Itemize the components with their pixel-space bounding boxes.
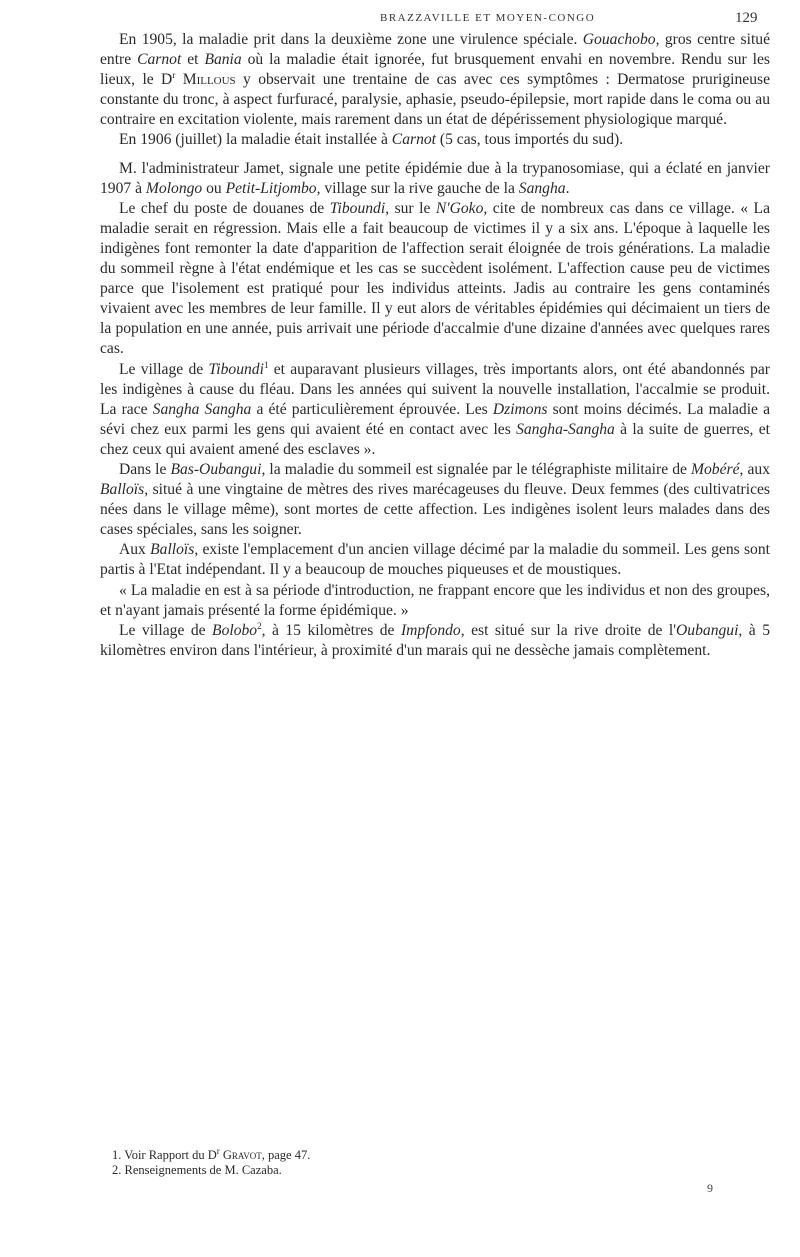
signature-mark: 9 [707, 1181, 713, 1195]
text: et auparavant plusieurs villages, très importants alors, ont été abandonnés par les indigènes à cause du fléau. Dans les années qui suivent la nouvelle installation, l'accalmie se produit. La race [100, 360, 771, 418]
text: Aux [119, 541, 151, 559]
footnote-ref-2: 2 [257, 620, 262, 631]
text: En 1906 (juillet) la maladie était installée à [119, 131, 392, 149]
place-name: Bania [204, 51, 242, 69]
place-name: Balloïs [100, 481, 145, 499]
paragraph-8 [100, 581, 770, 621]
place-name: Bolobo [212, 621, 258, 639]
text: y observait une trentaine de cas avec ces symptômes : Dermatose prurigineuse constante du tronc, à aspect furfuracé, paralysie, aphasie, pseudo-épilepsie, mort rapide dans le coma ou au contraire en excitation violente, mais rarement dans un état de dépérissement physiologique marqué. [100, 71, 771, 129]
place-name: Balloïs [150, 541, 195, 559]
footnote-1 [112, 1145, 712, 1163]
page-number: 129 [735, 10, 758, 26]
text: où la maladie était ignorée, fut brusquement envahi en novembre. Rendu sur les lieux, le D [100, 51, 770, 89]
place-name: Carnot [391, 131, 436, 149]
text: Le chef du poste de douanes de [119, 199, 330, 217]
footnote-ref-1: 1 [263, 359, 269, 370]
text: sont moins décimés. La maladie a sévi chez eux parmi les gens qui avaient été en contact avec les [100, 400, 770, 438]
paragraph-2 [100, 130, 770, 150]
paragraph-6 [100, 460, 770, 540]
body-text [100, 30, 770, 661]
text: M. l'administrateur Jamet, signale une petite épidémie due à la trypanosomiase, qui a éclaté en janvier 1907 à [100, 159, 770, 197]
running-head [0, 10, 800, 32]
place-name: Molongo [145, 179, 203, 197]
place-name: Impfondo [400, 621, 461, 639]
text: ou [202, 179, 226, 197]
place-name: N'Goko [435, 199, 484, 217]
person-name: Millous [182, 71, 236, 89]
text: , la maladie du sommeil est signalée par le télégraphiste militaire de [261, 460, 691, 478]
text: , cite de nombreux cas dans ce village. « La maladie serait en régression. Mais elle a fait beaucoup de victimes il y a six ans. L'époque à laquelle les indigènes font remonter la date d'apparition de l'affection serait éloignée de trois générations. La maladie du sommeil règne à l'état endémique et les cas se succèdent isolément. L'affection cause peu de victimes parce que l'isolement est pratiqué pour les individus atteints. Jadis au contraire les gens contaminés vivaient avec les membres de leur famille. Il y eut alors de véritables épidémies qui décimaient un tiers de la population en une année, puis arrivait une période d'accalmie d'une dizaine d'années avec quelques rares cas. [100, 199, 770, 358]
text: , page 47. [261, 1148, 311, 1162]
text: « La maladie en est à sa période d'introduction, ne frappant encore que les individus et non des groupes, et n'ayant jamais présenté la forme épidémique. » [100, 581, 770, 619]
text: , est situé sur la rive droite de l' [460, 621, 677, 639]
paragraph-1 [100, 30, 770, 130]
text: (5 cas, tous importés du sud). [436, 131, 624, 149]
place-name: Sangha [518, 179, 566, 197]
place-name: Petit-Litjombo [225, 179, 317, 197]
text: 1. Voir Rapport du D [112, 1148, 217, 1162]
paragraph-5 [100, 360, 770, 460]
place-name: Bas-Oubangui [170, 460, 262, 478]
place-name: Oubangui [676, 621, 739, 639]
text: , village sur la rive gauche de la [316, 179, 519, 197]
ethnic-name: Dzimons [492, 400, 548, 418]
ethnic-name: Sangha-Sangha [516, 420, 615, 438]
text: , gros centre situé entre [100, 31, 770, 69]
text: et [181, 51, 205, 69]
paragraph-3 [100, 159, 770, 199]
text: En 1905, la maladie prit dans la deuxième zone une virulence spéciale. [119, 31, 583, 48]
text: a été particulièrement éprouvée. Les [251, 400, 493, 418]
superscript: r [216, 1145, 220, 1156]
paragraph-7 [100, 540, 770, 580]
place-name: Tiboundi [329, 199, 386, 217]
place-name: Tiboundi [208, 360, 264, 378]
footnotes [112, 1145, 712, 1178]
text: Dans le [119, 460, 171, 478]
place-name: Mobéré [691, 460, 740, 478]
text: . [565, 179, 570, 197]
paragraph-9 [100, 621, 770, 661]
paragraph-4 [100, 199, 770, 360]
superscript: r [172, 70, 176, 80]
text: , aux [739, 460, 770, 478]
footnote-2 [112, 1163, 712, 1178]
text: , situé à une vingtaine de mètres des rives marécageuses du fleuve. Deux femmes (des cultivatrices nées dans le village même), sont mortes de cette affection. Les indigènes isolent leurs malades dans des cases spéciales, sans les soigner. [100, 481, 770, 539]
text: Le village de [119, 360, 209, 378]
text: , à 5 kilomètres environ dans l'intérieur, à proximité d'un marais qui ne dessèche jamais complètement. [100, 621, 770, 659]
person-name: Gravot [222, 1148, 262, 1162]
ethnic-name: Sangha Sangha [152, 400, 252, 418]
text: , à 15 kilomètres de [261, 621, 401, 639]
running-title: BRAZZAVILLE ET MOYEN-CONGO [380, 12, 596, 24]
text: , existe l'emplacement d'un ancien village décimé par la maladie du sommeil. Les gens sont partis à l'Etat indépendant. Il y a beaucoup de mouches piqueuses et de moustiques. [100, 541, 770, 579]
text: 2. Renseignements de M. Cazaba. [112, 1163, 282, 1177]
text: Le village de [119, 621, 213, 639]
text: à la suite de guerres, et chez ceux qui avaient amené des esclaves ». [100, 420, 771, 458]
text: , sur le [385, 199, 436, 217]
place-name: Gouachobo [582, 31, 656, 48]
text [175, 71, 182, 88]
place-name: Carnot [137, 51, 182, 69]
